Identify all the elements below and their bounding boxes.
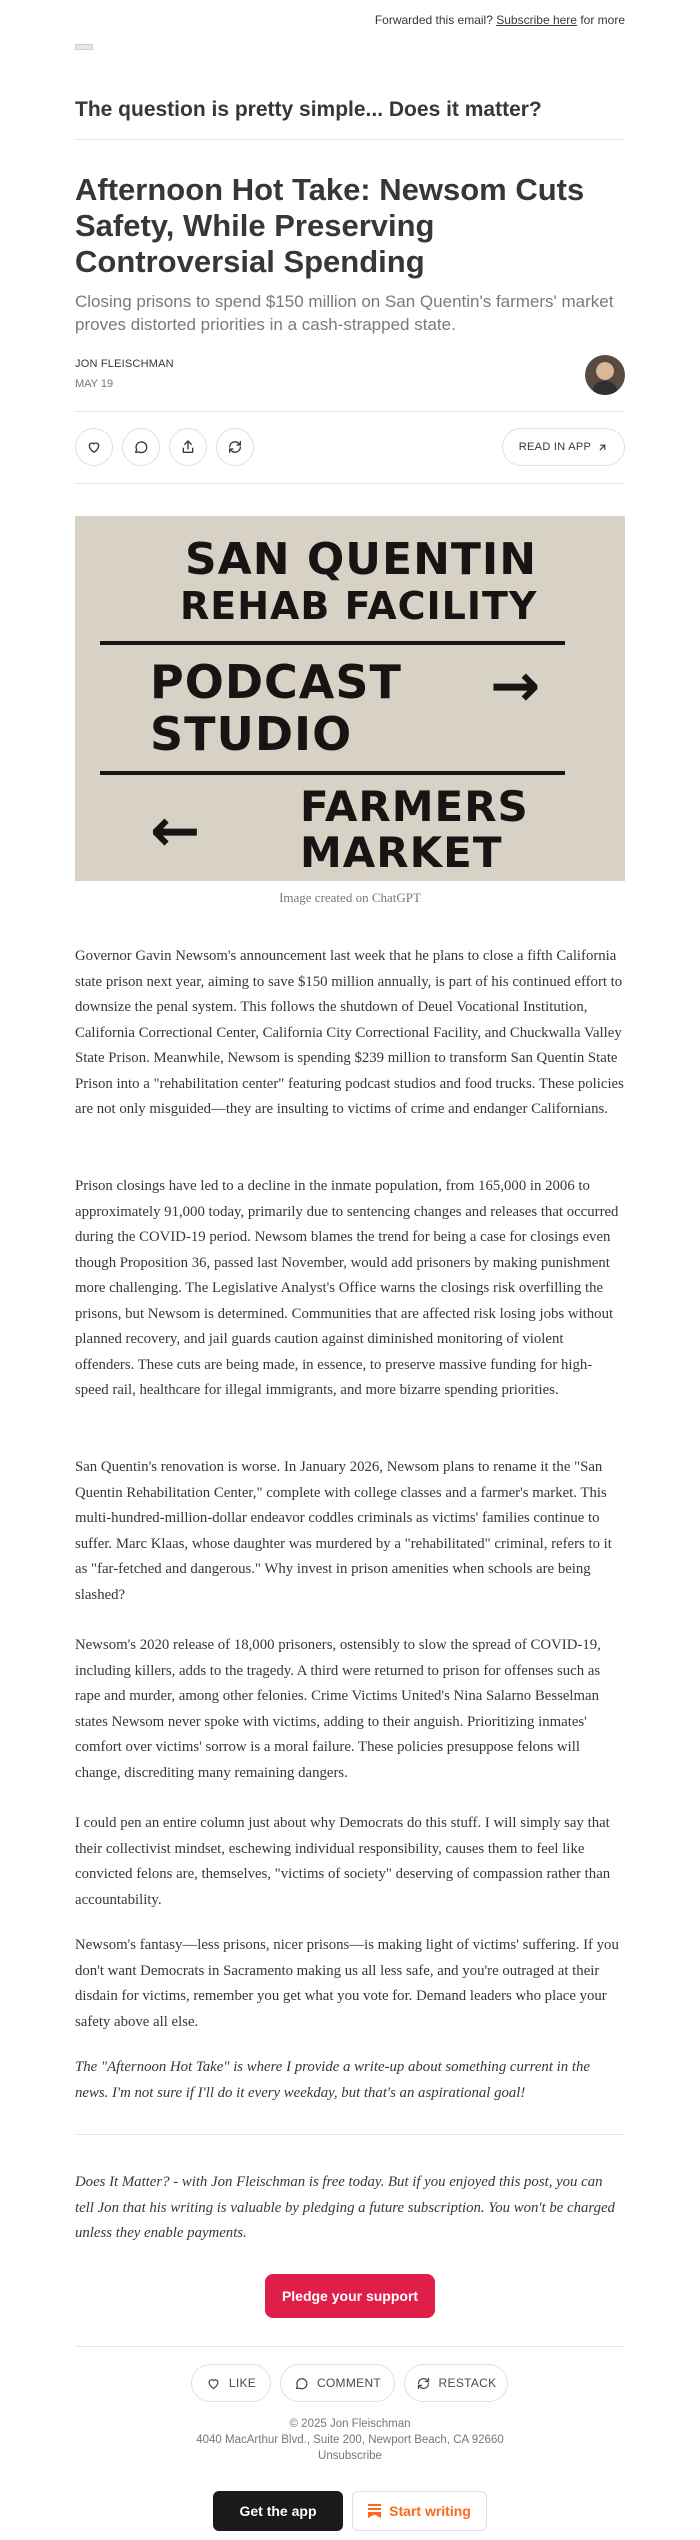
pledge-text: Does It Matter? - with Jon Fleischman is free today. But if you enjoyed this post, you can tell Jon that his writing is valuable by pledging a future subscription. You won't be charged unless they enable payments.	[75, 2174, 615, 2241]
subscribe-link[interactable]: Subscribe here	[496, 13, 577, 27]
body-paragraph-5: I could pen an entire column just about why Democrats do this stuff. I will simply say that their collectivist mindset, eschewing individual responsibility, causes them to feel like convicted felons are, themselves, "victims of society" deserving of compassion rather than accountability.	[75, 1815, 611, 1908]
restack-icon	[227, 439, 243, 455]
arrow-left-icon: ←	[150, 796, 202, 866]
substack-logo-icon	[368, 2504, 381, 2518]
arrow-up-right-icon	[597, 442, 608, 453]
post-subtitle: Closing prisons to spend $150 million on San Quentin's farmers' market proves distorted priorities in a cash-strapped state.	[75, 292, 614, 334]
share-icon	[180, 439, 196, 455]
comment-icon	[294, 2376, 309, 2391]
heart-icon	[206, 2376, 221, 2391]
body-paragraph-2: Prison closings have led to a decline in the inmate population, from 165,000 in 2006 to approximately 91,000 today, primarily due to sentencing changes and releases that occurred during the COVID-19 period. Newsom blames the trend for being a case for closings even though Proposition 36, passed last November, would add prisoners by making punishment more challenging. The Legislative Analyst's Office warns the closings risk overfilling the prisons, but Newsom is determined. Communities that are affected risk losing jobs without planned recovery, and jail guards caution against diminished monitoring of violent offenders. These cuts are being made, in essence, to preserve massive funding for high-speed rail, healthcare for illegal immigrants, and more bizarre spending priorities.	[75, 1178, 619, 1398]
get-the-app-button[interactable]: Get the app	[213, 2491, 343, 2531]
sign-divider	[100, 771, 565, 775]
sign-line-4: STUDIO	[150, 707, 353, 761]
sign-line-3: PODCAST	[150, 655, 402, 709]
forwarded-text: Forwarded this email?	[374, 13, 493, 27]
sign-divider	[100, 641, 565, 645]
read-in-app-button[interactable]	[502, 428, 625, 466]
unsubscribe-link[interactable]: Unsubscribe	[318, 2450, 382, 2462]
body-paragraph-4: Newsom's 2020 release of 18,000 prisoners, ostensibly to slow the spread of COVID-19, including killers, adds to the tragedy. A third were returned to prison for offenses such as rape and murder, among other felonies. Crime Victims United's Nina Salarno Besselman states Newsom never spoke with victims, adding to their anguish. Prioritizing inmates' comfort over victims' sorrow is a moral failure. These policies presuppose felons will change, discrediting many remaining dangers.	[75, 1637, 601, 1781]
footer-comment-button[interactable]	[280, 2364, 395, 2402]
comment-icon	[133, 439, 149, 455]
body-paragraph-1: Governor Gavin Newsom's announcement last week that he plans to close a fifth California state prison next year, aiming to save $150 million annually, is part of his continued effort to downsize the penal system. This follows the shutdown of Deuel Vocational Institution, California Correctional Center, California City Correctional Facility, and Chuckwalla Valley State Prison. Meanwhile, Newsom is spending $239 million to transform San Quentin State Prison into a "rehabilitation center" featuring podcast studios and food trucks. These policies are not only misguided—they are insulting to victims of crime and endanger Californians.	[75, 948, 624, 1117]
footer-restack-label: RESTACK	[438, 2376, 497, 2390]
divider	[75, 2346, 625, 2347]
share-button[interactable]	[169, 428, 207, 466]
publication-logo[interactable]	[75, 44, 93, 50]
comment-button[interactable]	[122, 428, 160, 466]
footer-address: 4040 MacArthur Blvd., Suite 200, Newport Beach, CA 92660	[196, 2434, 504, 2446]
body-paragraph-3: San Quentin's renovation is worse. In January 2026, Newsom plans to rename it the "San Quentin Rehabilitation Center," complete with college classes and a farmer's market. This multi-hundred-million-dollar endeavor coddles criminals as victims' families continue to suffer. Marc Klaas, whose daughter was murdered by a "rehabilitated" criminal, refers to it as "far-fetched and dangerous." Why invest in prison amenities when schools are being slashed?	[75, 1459, 612, 1603]
sign-line-2: REHAB FACILITY	[180, 584, 538, 628]
restack-button[interactable]	[216, 428, 254, 466]
sign-line-1: SAN QUENTIN	[185, 534, 538, 585]
start-writing-label: Start writing	[389, 2503, 471, 2519]
publication-name[interactable]: The question is pretty simple... Does it matter?	[75, 98, 542, 121]
heart-icon	[86, 439, 102, 455]
post-title[interactable]: Afternoon Hot Take: Newsom Cuts Safety, While Preserving Controversial Spending	[75, 172, 585, 279]
for-more-text: for more	[580, 13, 625, 27]
divider	[75, 411, 625, 412]
footer-copyright: © 2025 Jon Fleischman	[289, 2418, 411, 2430]
footer-like-label: LIKE	[228, 2376, 257, 2390]
divider	[75, 2134, 625, 2135]
footer-comment-label: COMMENT	[316, 2376, 382, 2390]
sign-line-5: FARMERS	[300, 782, 529, 831]
hero-image[interactable]	[75, 516, 625, 881]
body-paragraph-7: The "Afternoon Hot Take" is where I provide a write-up about something current in the news. I'm not sure if I'll do it every weekday, but that's an aspirational goal!	[75, 2059, 590, 2101]
divider	[75, 483, 625, 484]
pledge-button[interactable]: Pledge your support	[265, 2274, 435, 2318]
image-caption: Image created on ChatGPT	[279, 890, 421, 905]
footer-restack-button[interactable]	[404, 2364, 508, 2402]
author-name[interactable]: JON FLEISCHMAN	[75, 358, 174, 370]
arrow-right-icon: →	[490, 651, 542, 721]
read-in-app-label: READ IN APP	[518, 441, 592, 453]
post-date: MAY 19	[75, 378, 114, 390]
start-writing-button[interactable]	[352, 2491, 487, 2531]
restack-icon	[416, 2376, 431, 2391]
body-paragraph-6: Newsom's fantasy—less prisons, nicer prisons—is making light of victims' suffering. If you don't want Democrats in Sacramento making us all less safe, and you're outraged at their disdain for victims, remember you get what you vote for. Demand leaders who place your safety above all else.	[75, 1937, 619, 2030]
author-avatar[interactable]	[585, 355, 625, 395]
like-button[interactable]	[75, 428, 113, 466]
footer-like-button[interactable]	[191, 2364, 271, 2402]
sign-line-6: MARKET	[300, 828, 503, 877]
forwarded-notice	[375, 13, 625, 27]
divider	[75, 139, 625, 140]
